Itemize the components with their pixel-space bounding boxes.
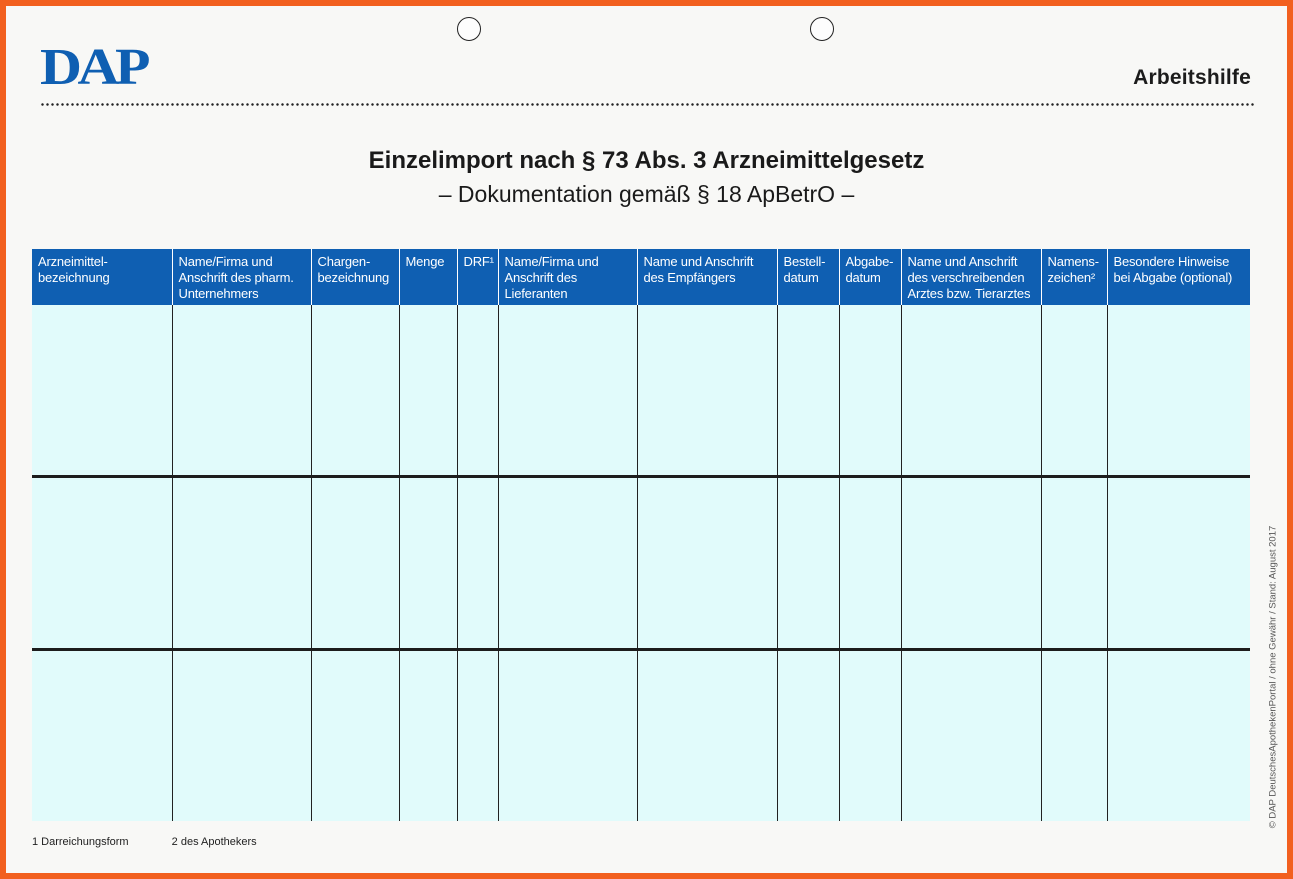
table-cell[interactable] xyxy=(172,650,311,822)
table-cell[interactable] xyxy=(1041,305,1107,477)
table-body xyxy=(32,305,1250,821)
table-cell[interactable] xyxy=(32,305,172,477)
table-cell[interactable] xyxy=(901,650,1041,822)
table-cell[interactable] xyxy=(172,305,311,477)
table-cell[interactable] xyxy=(637,650,777,822)
table-cell[interactable] xyxy=(1107,305,1250,477)
column-header: Name/Firma und Anschrift des pharm. Unternehmers xyxy=(172,249,311,305)
table-cell[interactable] xyxy=(32,477,172,650)
table-cell[interactable] xyxy=(399,650,457,822)
table-cell[interactable] xyxy=(457,305,498,477)
table-cell[interactable] xyxy=(498,305,637,477)
dap-logo xyxy=(40,42,150,88)
footnotes xyxy=(32,836,297,848)
table-cell[interactable] xyxy=(901,305,1041,477)
table-cell[interactable] xyxy=(839,477,901,650)
page-title: Einzelimport nach § 73 Abs. 3 Arzneimittelgesetz xyxy=(368,147,925,174)
table-row xyxy=(32,305,1250,477)
form-sheet xyxy=(6,6,1287,873)
table-cell[interactable] xyxy=(399,477,457,650)
table-cell[interactable] xyxy=(901,477,1041,650)
column-header: Abgabe- datum xyxy=(839,249,901,305)
table-cell[interactable] xyxy=(457,650,498,822)
document-type-label: Arbeitshilfe xyxy=(1133,66,1251,89)
column-header: DRF¹ xyxy=(457,249,498,305)
table-cell[interactable] xyxy=(498,650,637,822)
logo-text: DAP xyxy=(40,42,150,88)
table-cell[interactable] xyxy=(172,477,311,650)
column-header: Besondere Hinweise bei Abgabe (optional) xyxy=(1107,249,1250,305)
table-cell[interactable] xyxy=(839,305,901,477)
table-cell[interactable] xyxy=(1041,650,1107,822)
table-cell[interactable] xyxy=(1041,477,1107,650)
table-cell[interactable] xyxy=(311,477,399,650)
column-header: Name und Anschrift des Empfängers xyxy=(637,249,777,305)
table-cell[interactable] xyxy=(457,477,498,650)
copyright-note: © DAP DeutschesApothekenPortal / ohne Gewähr / Stand: August 2017 xyxy=(1267,525,1279,829)
footnote-2: 2 des Apothekers xyxy=(171,836,257,848)
table-cell[interactable] xyxy=(311,305,399,477)
footnote-1: 1 Darreichungsform xyxy=(32,836,129,848)
punch-hole-left xyxy=(457,17,481,41)
table-cell[interactable] xyxy=(777,477,839,650)
column-header: Chargen- bezeichnung xyxy=(311,249,399,305)
table-cell[interactable] xyxy=(777,650,839,822)
table-cell[interactable] xyxy=(498,477,637,650)
column-header: Bestell- datum xyxy=(777,249,839,305)
table-cell[interactable] xyxy=(839,650,901,822)
table-row xyxy=(32,477,1250,650)
table-cell[interactable] xyxy=(777,305,839,477)
table-cell[interactable] xyxy=(637,477,777,650)
column-header: Menge xyxy=(399,249,457,305)
table-cell[interactable] xyxy=(1107,477,1250,650)
table-cell[interactable] xyxy=(311,650,399,822)
documentation-table xyxy=(32,249,1250,821)
column-header: Namens- zeichen² xyxy=(1041,249,1107,305)
page-subtitle: – Dokumentation gemäß § 18 ApBetrO – xyxy=(438,181,855,207)
table-row xyxy=(32,650,1250,822)
punch-hole-right xyxy=(810,17,834,41)
dotted-divider xyxy=(40,103,1254,106)
table-header-row xyxy=(32,249,1250,305)
column-header: Name und Anschrift des verschreibenden Arztes bzw. Tierarztes xyxy=(901,249,1041,305)
table-cell[interactable] xyxy=(32,650,172,822)
column-header: Arzneimittel- bezeichnung xyxy=(32,249,172,305)
column-header: Name/Firma und Anschrift des Lieferanten xyxy=(498,249,637,305)
table-cell[interactable] xyxy=(399,305,457,477)
table-cell[interactable] xyxy=(1107,650,1250,822)
table-cell[interactable] xyxy=(637,305,777,477)
